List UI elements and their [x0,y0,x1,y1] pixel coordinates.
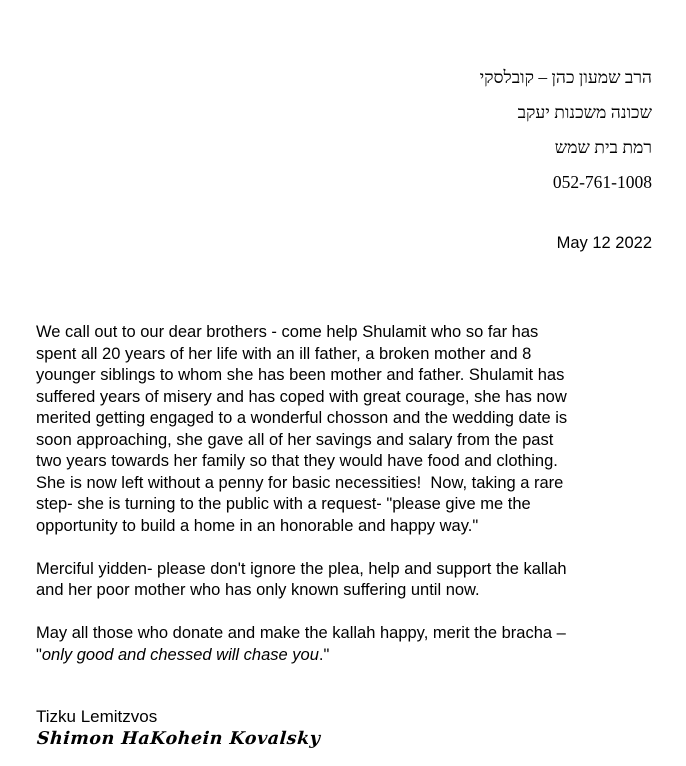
sender-header [480,60,652,200]
body-line: two years towards her family so that they would have food and clothing. [36,452,558,470]
letter-body [36,322,650,688]
body-line: spent all 20 years of her life with an ill father, a broken mother and 8 [36,344,532,363]
body-line: soon approaching, she gave all of her savings and salary from the past [36,430,554,449]
body-line: May all those who donate and make the kallah happy, merit the bracha – [36,624,566,642]
quote-open: " [36,645,42,664]
quote-close: ." [318,645,330,664]
body-line: merited getting engaged to a wonderful chosson and the wedding date is [36,409,568,427]
signature-name: Shimon HaKohein Kovalsky [36,729,322,749]
sender-city-hebrew: רמת בית שמש [554,137,652,157]
signoff-text: Tizku Lemitzvos [36,707,158,726]
body-line: She is now left without a penny for basic necessities! Now, taking a rare [36,473,564,492]
letter-date: May 12 2022 [556,234,652,252]
body-line: Merciful yidden- please don't ignore the plea, help and support the kallah [36,559,567,578]
body-line: suffered years of misery and has coped with great courage, she has now [36,387,567,406]
body-line: opportunity to build a home in an honorable and happy way." [36,516,479,535]
bracha-quote-text: only good and chessed will chase you [41,645,319,664]
phone-number: 052-761-1008 [552,172,652,192]
sender-neighborhood-hebrew: שכונה משכנות יעקב [517,102,652,122]
signature-block [36,706,320,751]
bracha-quote-line [36,645,650,667]
body-line: younger siblings to whom she has been mother and father. Shulamit has [36,366,565,384]
paragraph-appeal [36,322,650,537]
body-line: step- she is turning to the public with a request- "please give me the [36,495,531,513]
body-line: We call out to our dear brothers - come help Shulamit who so far has [36,323,539,341]
paragraph-bracha [36,623,650,666]
sender-name-hebrew: הרב שמעון כהן – קובלסקי [479,67,652,87]
body-line: and her poor mother who has only known suffering until now. [36,581,480,599]
paragraph-plea [36,559,650,602]
